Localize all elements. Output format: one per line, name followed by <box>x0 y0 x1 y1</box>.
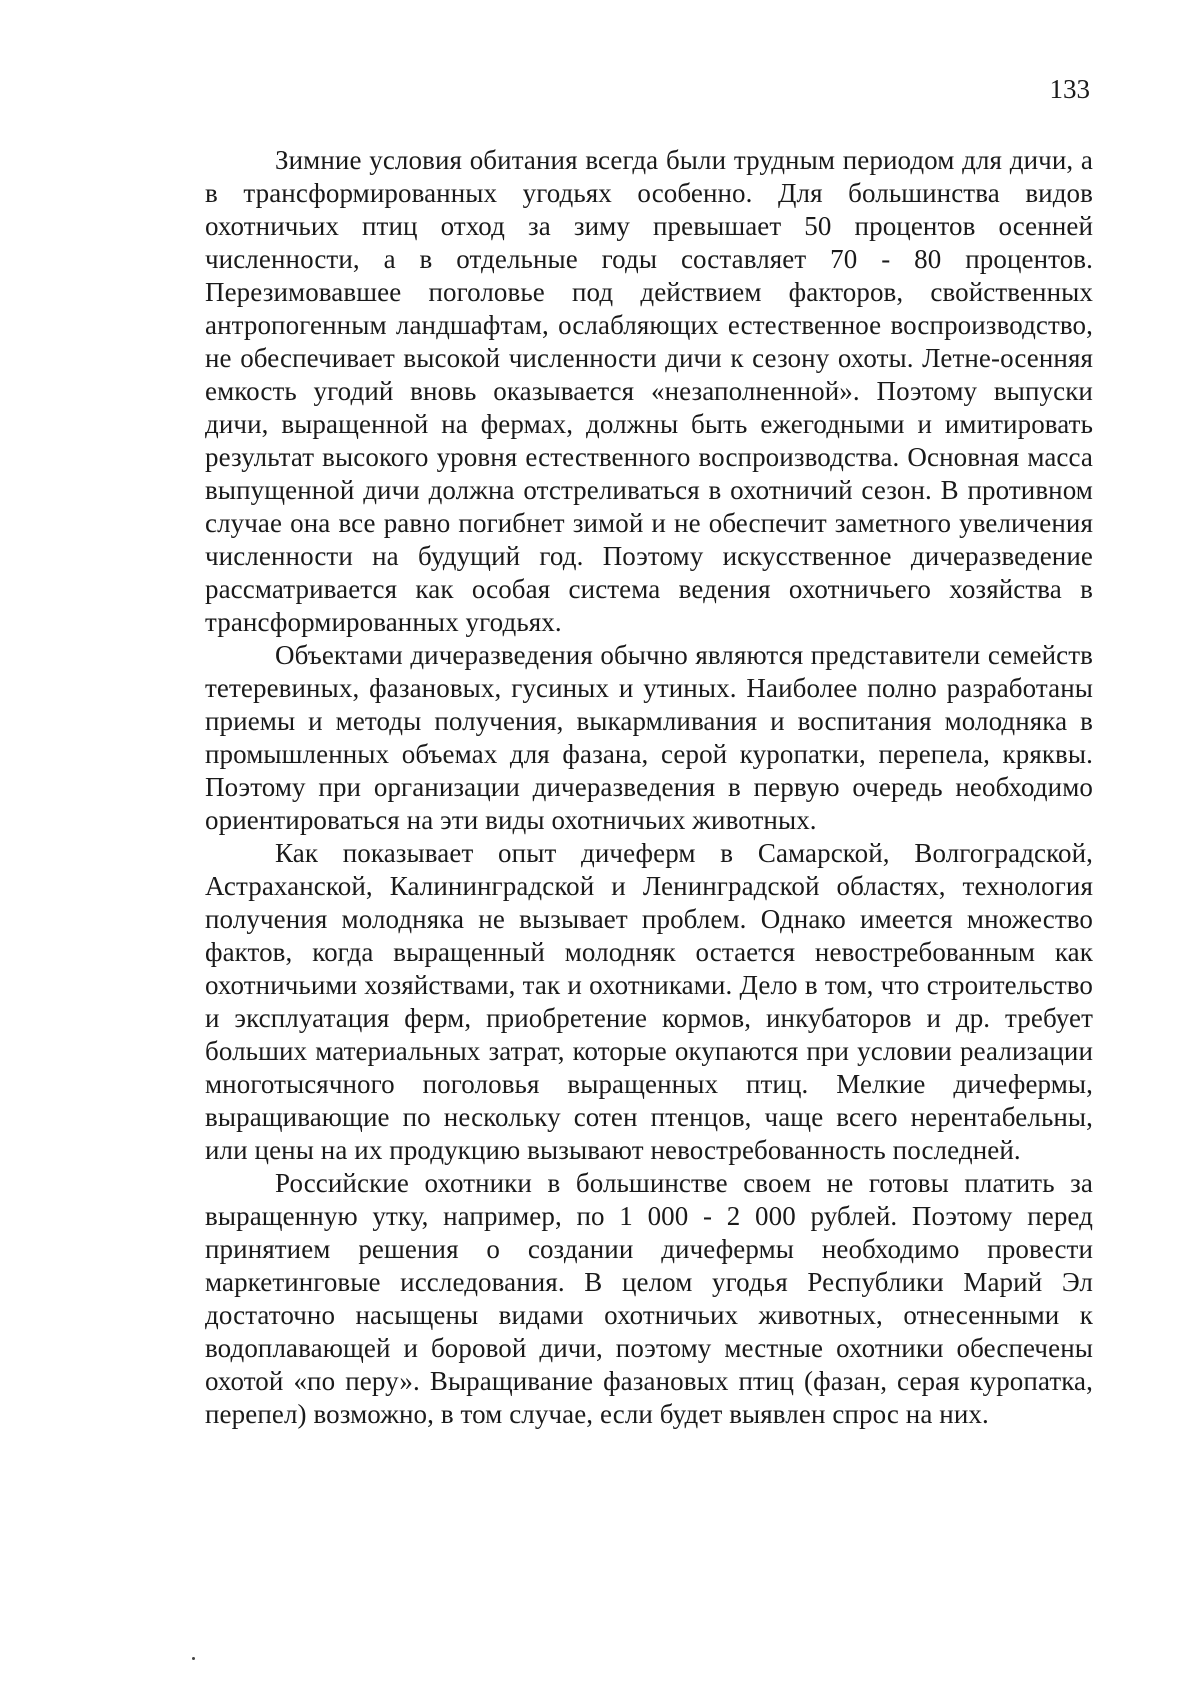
paragraph-winter-conditions: Зимние условия обитания всегда были трудным периодом для дичи, а в трансформированных угодьях особенно. Для большинства видов охотничьих птиц отход за зиму превышает 50 процентов осенней численности, а в отдельные годы составляет 70 - 80 процентов. Перезимовавшее поголовье под действием факторов, свойственных антропогенным ландшафтам, ослабляющих естественное воспроизводство, не обеспечивает высокой численности дичи к сезону охоты. Летне-осенняя емкость угодий вновь оказывается «незаполненной». Поэтому выпуски дичи, выращенной на фермах, должны быть ежегодными и имитировать результат высокого уровня естественного воспроизводства. Основная масса выпущенной дичи должна отстреливаться в охотничий сезон. В противном случае она все равно погибнет зимой и не обеспечит заметного увеличения численности на будущий год. Поэтому искусственное дичеразведение рассматривается как особая система ведения охотничьего хозяйства в трансформированных угодьях. <box>205 145 1093 637</box>
paragraph-russian-hunters: Российские охотники в большинстве своем не готовы платить за выращенную утку, например, по 1 000 - 2 000 рублей. Поэтому перед принятием решения о создании дичефермы необходимо провести маркетинговые исследования. В целом угодья Республики Марий Эл достаточно насыщены видами охотничьих животных, отнесенными к водоплавающей и боровой дичи, поэтому местные охотники обеспечены охотой «по перу». Выращивание фазановых птиц (фазан, серая куропатка, перепел) возможно, в том случае, если будет выявлен спрос на них. <box>205 1168 1093 1429</box>
body-text <box>205 144 1093 1431</box>
scan-speck <box>192 1657 195 1660</box>
paragraph-breeding-objects: Объектами дичеразведения обычно являются представители семейств тетеревиных, фазановых, гусиных и утиных. Наиболее полно разработаны приемы и методы получения, выкармливания и воспитания молодняка в промышленных объемах для фазана, серой куропатки, перепела, кряквы. Поэтому при организации дичеразведения в первую очередь необходимо ориентироваться на эти виды охотничьих животных. <box>205 640 1093 835</box>
page-number: 133 <box>1049 74 1090 104</box>
paragraph-farm-experience: Как показывает опыт дичеферм в Самарской, Волгоградской, Астраханской, Калининградской и Ленинградской областях, технология получения молодняка не вызывает проблем. Однако имеется множество фактов, когда выращенный молодняк остается невостребованным как охотничьими хозяйствами, так и охотниками. Дело в том, что строительство и эксплуатация ферм, приобретение кормов, инкубаторов и др. требует больших материальных затрат, которые окупаются при условии реализации многотысячного поголовья выращенных птиц. Мелкие дичефермы, выращивающие по нескольку сотен птенцов, чаще всего нерентабельны, или цены на их продукцию вызывают невостребованность последней. <box>205 838 1093 1165</box>
